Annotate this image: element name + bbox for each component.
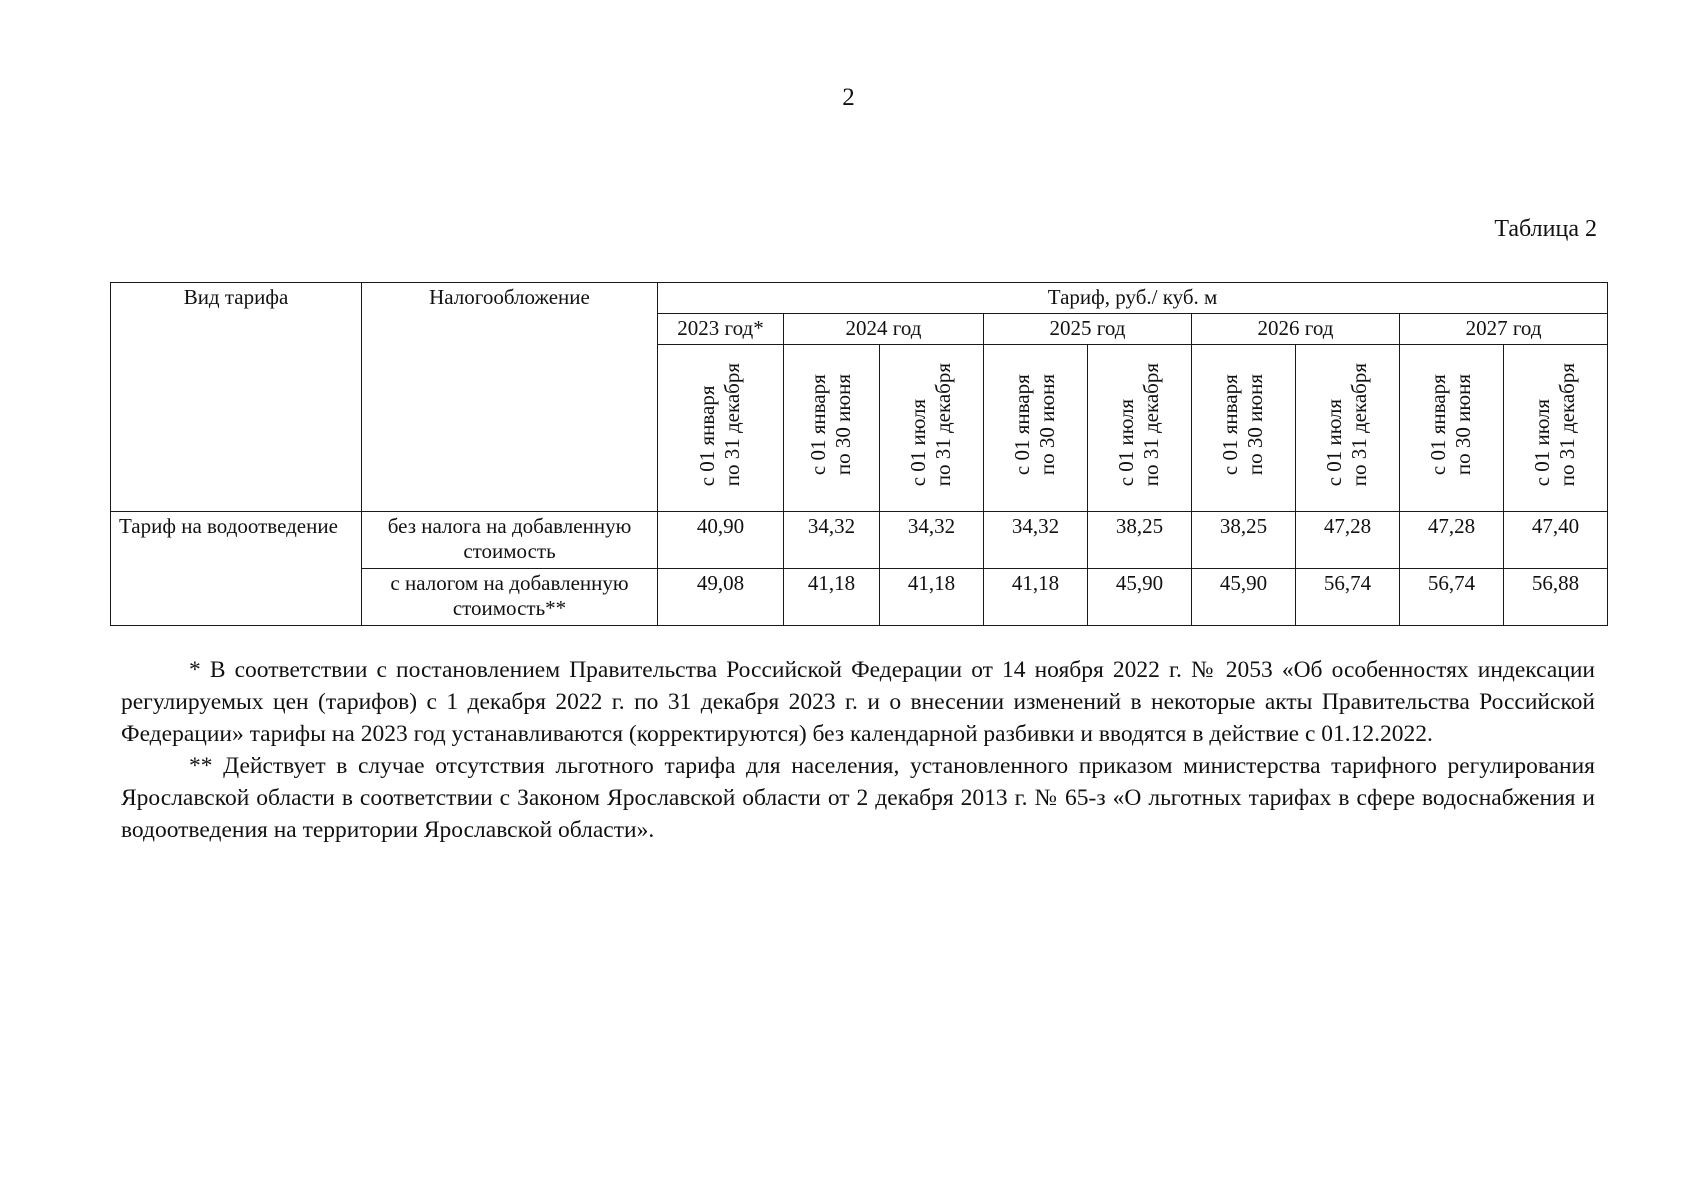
header-year-2024: 2024 год — [784, 314, 984, 345]
period-label: с 01 января по 30 июня — [1010, 374, 1060, 476]
taxation-cell: с налогом на добавленную стоимость** — [362, 569, 658, 626]
footnotes — [121, 654, 1595, 846]
value-cell: 47,28 — [1400, 512, 1504, 569]
value-cell: 41,18 — [784, 569, 880, 626]
value-cell: 45,90 — [1192, 569, 1296, 626]
header-period-2026-h2 — [1296, 345, 1400, 512]
header-year-2026: 2026 год — [1192, 314, 1400, 345]
header-period-2024-h2 — [880, 345, 984, 512]
header-tariff-kind: Вид тарифа — [111, 283, 362, 512]
value-cell: 41,18 — [880, 569, 984, 626]
table-row — [111, 512, 1608, 569]
value-cell: 56,74 — [1296, 569, 1400, 626]
period-label: с 01 января по 30 июня — [806, 374, 856, 476]
period-label: с 01 июля по 31 декабря — [1322, 363, 1372, 487]
header-year-2025: 2025 год — [984, 314, 1192, 345]
header-year-2023: 2023 год* — [658, 314, 784, 345]
tariff-name-cell: Тариф на водоотведение — [111, 512, 362, 626]
period-label: с 01 июля по 31 декабря — [906, 363, 956, 487]
header-period-2026-h1 — [1192, 345, 1296, 512]
header-period-2027-h1 — [1400, 345, 1504, 512]
tariff-table — [110, 282, 1608, 626]
header-period-2027-h2 — [1504, 345, 1608, 512]
value-cell: 49,08 — [658, 569, 784, 626]
header-period-2025-h1 — [984, 345, 1088, 512]
value-cell: 56,88 — [1504, 569, 1608, 626]
header-period-2023-full — [658, 345, 784, 512]
footnote-2: ** Действует в случае отсутствия льготного тарифа для населения, установленного приказом министерства тарифного регулирования Ярославской области в соответствии с Законом Ярославской области от 2 декабря 2013 г. № 65-з «О льготных тарифах в сфере водоснабжения и водоотведения на территории Ярославской области». — [121, 753, 1595, 843]
taxation-cell: без налога на добавленную стоимость — [362, 512, 658, 569]
header-tariff-rate: Тариф, руб./ куб. м — [658, 283, 1608, 314]
value-cell: 34,32 — [784, 512, 880, 569]
value-cell: 41,18 — [984, 569, 1088, 626]
period-label: с 01 января по 30 июня — [1218, 374, 1268, 476]
footnote-1: * В соответствии с постановлением Правительства Российской Федерации от 14 ноября 2022 г. № 2053 «Об особенностях индексации регулируемых цен (тарифов) с 1 декабря 2022 г. по 31 декабря 2023 г. и о внесении изменений в некоторые акты Правительства Российской Федерации» тарифы на 2023 год устанавливаются (корректируются) без календарной разбивки и вводятся в действие с 01.12.2022. — [121, 657, 1595, 747]
value-cell: 38,25 — [1192, 512, 1296, 569]
header-period-2025-h2 — [1088, 345, 1192, 512]
header-taxation: Налогообложение — [362, 283, 658, 512]
header-period-2024-h1 — [784, 345, 880, 512]
header-year-2027: 2027 год — [1400, 314, 1608, 345]
value-cell: 40,90 — [658, 512, 784, 569]
period-label: с 01 июля по 31 декабря — [1114, 363, 1164, 487]
value-cell: 45,90 — [1088, 569, 1192, 626]
value-cell: 38,25 — [1088, 512, 1192, 569]
period-label: с 01 июля по 31 декабря — [1530, 363, 1580, 487]
period-label: с 01 января по 30 июня — [1426, 374, 1476, 476]
value-cell: 56,74 — [1400, 569, 1504, 626]
value-cell: 47,28 — [1296, 512, 1400, 569]
value-cell: 34,32 — [880, 512, 984, 569]
value-cell: 34,32 — [984, 512, 1088, 569]
page-number: 2 — [842, 84, 855, 111]
value-cell: 47,40 — [1504, 512, 1608, 569]
table-caption: Таблица 2 — [1494, 216, 1597, 242]
period-label: с 01 января по 31 декабря — [695, 363, 745, 487]
